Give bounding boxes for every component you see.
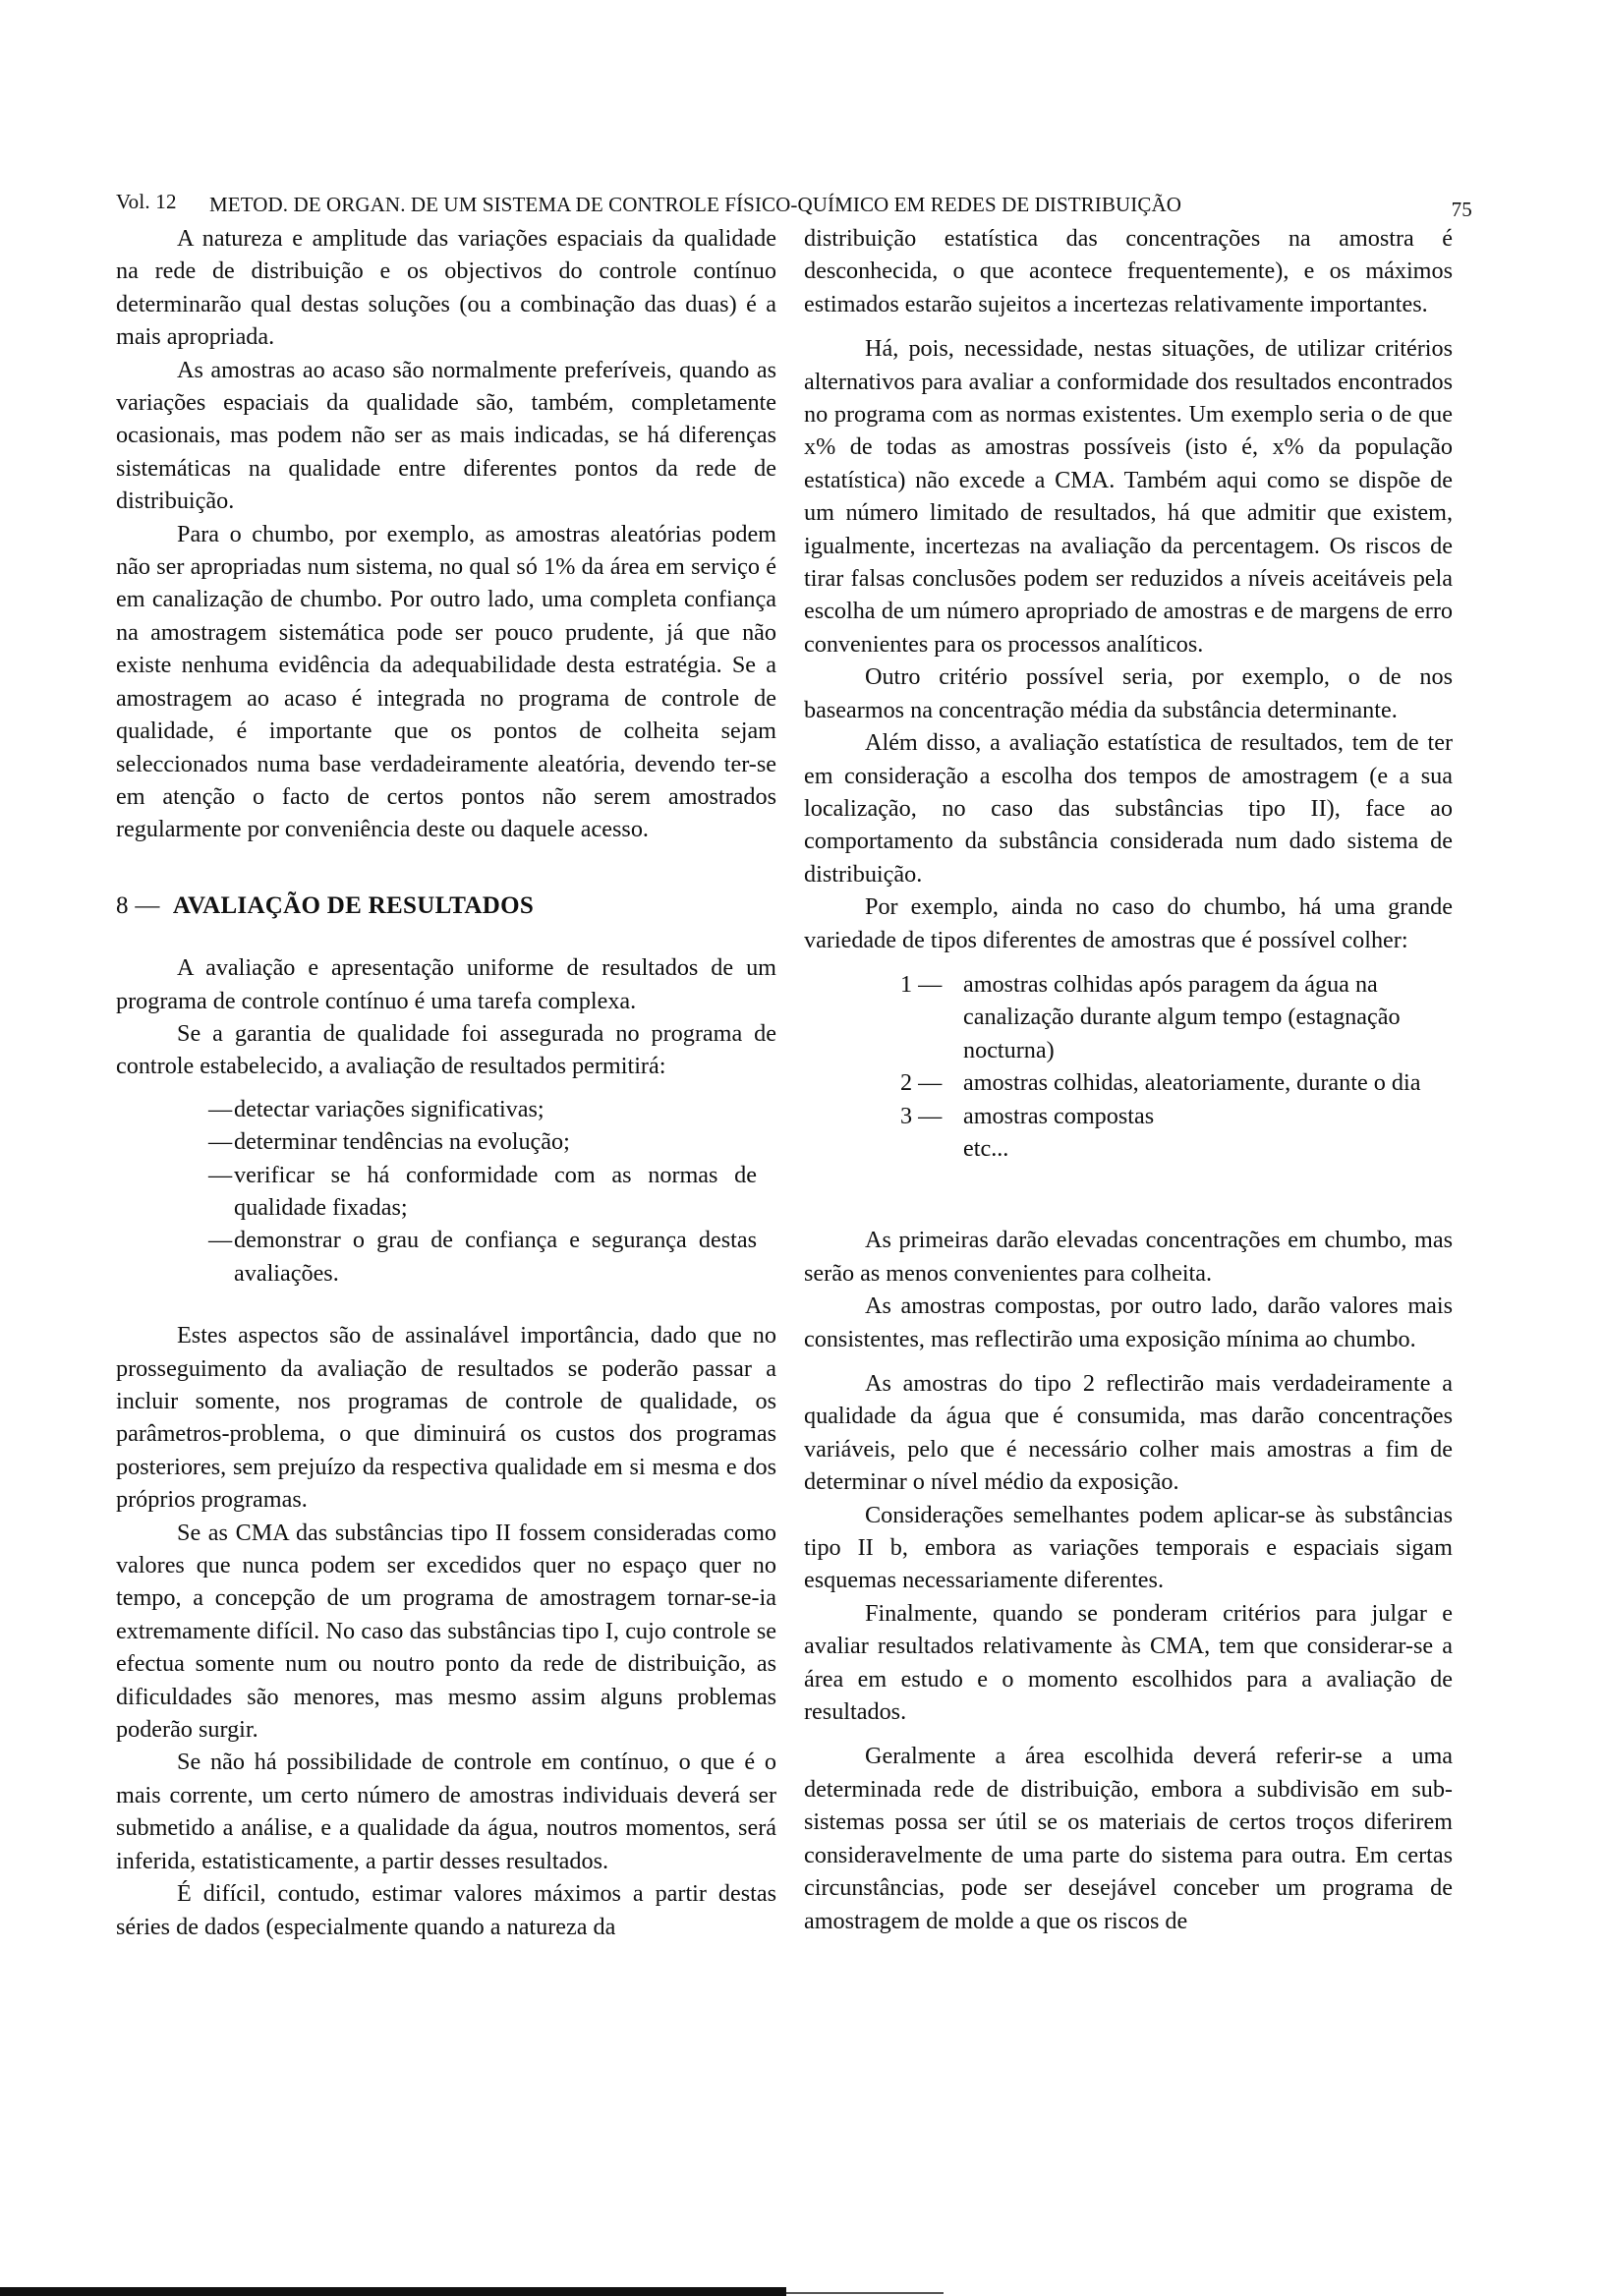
page-number: 75 [1451,198,1472,221]
scan-edge-bar-faint [786,2292,944,2294]
list-number: 1 — [900,970,943,998]
dash-marker: — [208,1128,233,1156]
dash-marker: — [208,1095,233,1122]
paragraph: Há, pois, necessidade, nestas situações, de utilizar critérios alternativos para avaliar a conformidade dos resultados encontrados no programa com as normas existentes. Um exemplo seria o de que x% de todas as amostras possíveis (isto é, x% da população estatística) não excede a CMA. Também aqui como se dispõe de um número limitado de resultados, há que admitir que existem, igualmente, incertezas na avaliação da percentagem. Os riscos de tirar falsas conclusões podem ser reduzidos a níveis aceitáveis pela escolha de um número apropriado de amostras e de margens de erro convenientes para os processos analíticos. [804,335,1453,658]
list-item-text: verificar se há conformidade com as normas de qualidade fixadas; [234,1161,757,1221]
list-item-text: amostras colhidas após paragem da água na canalização durante algum tempo (estagnação nocturna) [963,970,1401,1063]
paragraph: As amostras ao acaso são normalmente preferíveis, quando as variações espaciais da qualidade são, também, completamente ocasionais, mas podem não ser as mais indicadas, se há diferenças sistemáticas na qualidade entre diferentes pontos da rede de distribuição. [116,356,776,515]
list-item-text: amostras compostas [963,1102,1155,1129]
dash-list [116,1093,776,1290]
paragraph: Se a garantia de qualidade foi assegurada no programa de controle estabelecido, a avaliação de resultados permitirá: [116,1019,776,1080]
section-heading [116,890,776,922]
paragraph: Outro critério possível seria, por exemplo, o de nos basearmos na concentração média da substância determinante. [804,663,1453,723]
paragraph: As primeiras darão elevadas concentrações em chumbo, mas serão as menos convenientes para colheita. [804,1227,1453,1287]
running-header [116,190,1472,219]
right-column [804,222,1453,1937]
list-item-text: amostras colhidas, aleatoriamente, durante o dia [963,1069,1421,1097]
running-title: METOD. DE ORGAN. DE UM SISTEMA DE CONTROLE FÍSICO-QUÍMICO EM REDES DE DISTRIBUIÇÃO [209,193,1181,216]
list-number: 3 — [900,1102,943,1129]
paragraph: As amostras compostas, por outro lado, darão valores mais consistentes, mas reflectirão uma exposição mínima ao chumbo. [804,1292,1453,1352]
paragraph: Por exemplo, ainda no caso do chumbo, há uma grande variedade de tipos diferentes de amostras que é possível colher: [804,893,1453,953]
paragraph: A avaliação e apresentação uniforme de resultados de um programa de controle contínuo é uma tarefa complexa. [116,954,776,1014]
scan-edge-bar [0,2287,786,2296]
dash-marker: — [208,1161,233,1188]
paragraph: Se as CMA das substâncias tipo II fossem consideradas como valores que nunca podem ser excedidos quer no espaço quer no tempo, a concepção de um programa de amostragem tornar-se-ia extremamente difícil. No caso das substâncias tipo I, cujo controle se efectua somente num ou noutro ponto da rede de distribuição, as dificuldades são menores, mas mesmo assim alguns problemas poderão surgir. [116,1519,776,1744]
list-item [116,1224,757,1290]
dash-marker: — [208,1227,233,1254]
list-item [116,1159,757,1225]
list-item-text: detectar variações significativas; [234,1095,544,1122]
paragraph: Considerações semelhantes podem aplicar-se às substâncias tipo II b, embora as variações temporais e espaciais sigam esquemas necessariamente diferentes. [804,1501,1453,1594]
paragraph: A natureza e amplitude das variações espaciais da qualidade na rede de distribuição e os objectivos do controle contínuo determinarão qual destas soluções (ou a combinação das duas) é a mais apropriada. [116,225,776,351]
list-item-text: etc... [963,1134,1009,1162]
paragraph: Além disso, a avaliação estatística de resultados, tem de ter em consideração a escolha dos tempos de amostragem (e a sua localização, no caso das substâncias tipo II), face ao comportamento da substância considerada num dado sistema de distribuição. [804,729,1453,888]
list-item-text: demonstrar o grau de confiança e segurança destas avaliações. [234,1227,757,1287]
paragraph: As amostras do tipo 2 reflectirão mais verdadeiramente a qualidade da água que é consumida, mas darão concentrações variáveis, pelo que é necessário colher mais amostras a fim de determinar o nível médio da exposição. [804,1370,1453,1496]
list-item [116,1093,757,1125]
list-item-text: determinar tendências na evolução; [234,1128,570,1156]
list-item [804,1132,1453,1165]
paragraph: É difícil, contudo, estimar valores máximos a partir destas séries de dados (especialmente quando a natureza da [116,1880,776,1940]
numbered-list [804,968,1453,1165]
list-item [804,1066,1453,1099]
list-number: 2 — [900,1069,943,1097]
paragraph: Estes aspectos são de assinalável importância, dado que no prosseguimento da avaliação de resultados se poderão passar a incluir somente, nos programas de controle de qualidade, os parâmetros-problema, o que diminuirá os custos dos programas posteriores, sem prejuízo da respectiva qualidade em si mesma e dos próprios programas. [116,1322,776,1514]
section-number: 8 — [116,891,160,919]
list-item [116,1125,757,1158]
volume-label: Vol. 12 [116,190,177,213]
list-item [804,1100,1453,1132]
paragraph: Finalmente, quando se ponderam critérios para julgar e avaliar resultados relativamente às CMA, tem que considerar-se a área em estudo e o momento escolhidos para a avaliação de resultados. [804,1599,1453,1726]
paragraph: Se não há possibilidade de controle em contínuo, o que é o mais corrente, um certo número de amostras individuais deverá ser submetido a análise, e a qualidade da água, noutros momentos, será inferida, estatisticamente, a partir desses resultados. [116,1749,776,1874]
list-item [804,968,1453,1066]
paragraph: distribuição estatística das concentrações na amostra é desconhecida, o que acontece frequentemente), e os máximos estimados estarão sujeitos a incertezas relativamente importantes. [804,225,1453,317]
paragraph: Para o chumbo, por exemplo, as amostras aleatórias podem não ser apropriadas num sistema, no qual só 1% da área em serviço é em canalização de chumbo. Por outro lado, uma completa confiança na amostragem sistemática pode ser pouco prudente, já que não existe nenhuma evidência da adequabilidade desta estratégia. Se a amostragem ao acaso é integrada no programa de controle de qualidade, é importante que os pontos de colheita sejam seleccionados numa base verdadeiramente aleatória, devendo ter-se em atenção o facto de certos pontos não serem amostrados regularmente por conveniência deste ou daquele acesso. [116,520,776,843]
section-title: AVALIAÇÃO DE RESULTADOS [172,891,535,919]
paragraph: Geralmente a área escolhida deverá referir-se a uma determinada rede de distribuição, embora a subdivisão em sub-sistemas possa ser útil se os materiais de certos troços diferirem consideravelmente de uma parte do sistema para outra. Em certas circunstâncias, pode ser desejável conceber um programa de amostragem de molde a que os riscos de [804,1743,1453,1934]
left-column [116,222,776,1943]
